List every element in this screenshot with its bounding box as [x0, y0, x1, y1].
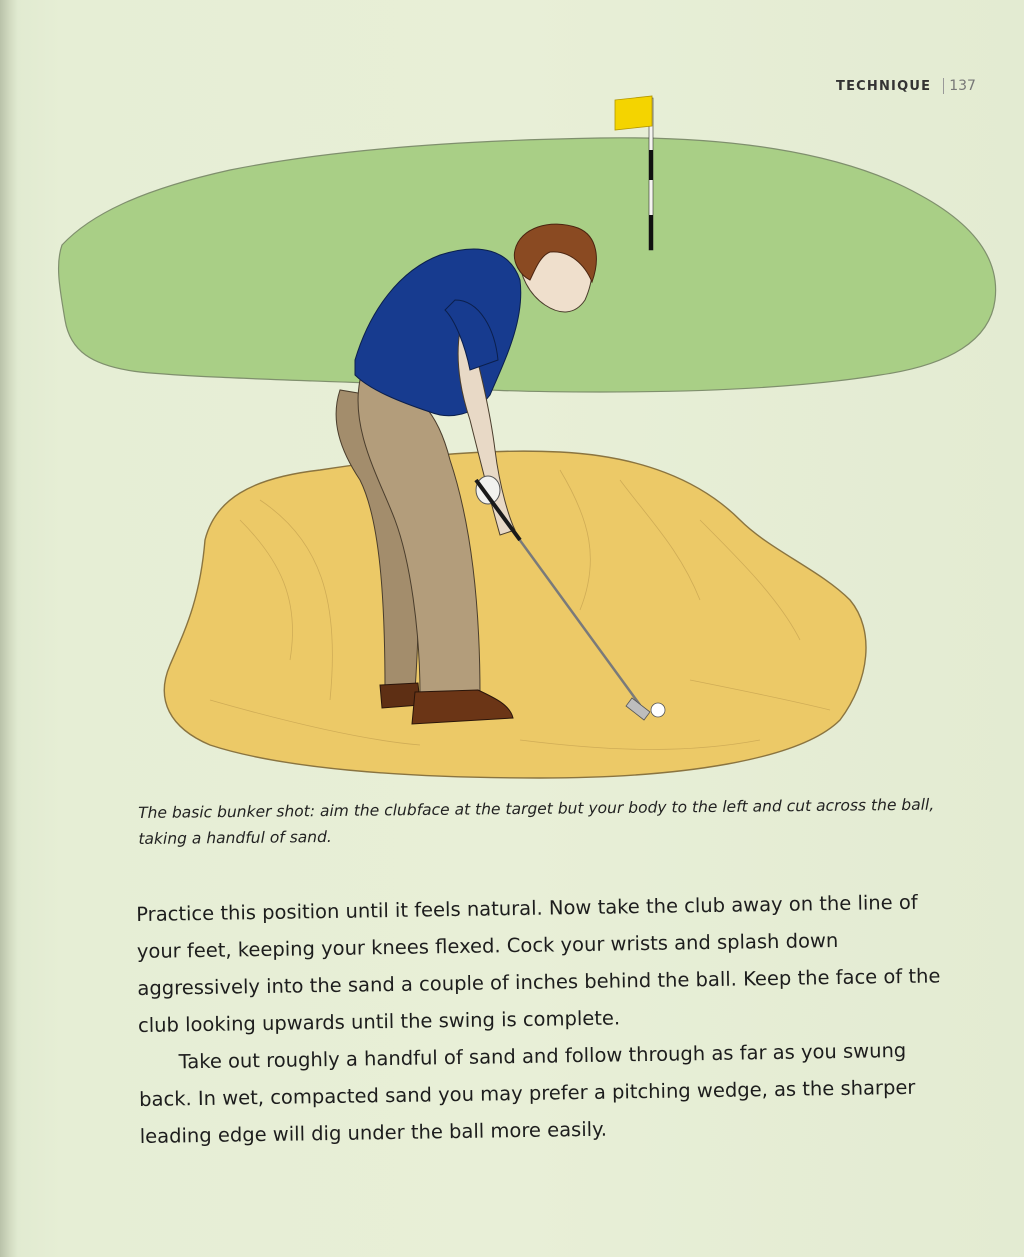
body-text [136, 883, 958, 1155]
section-title: TECHNIQUE [836, 79, 932, 94]
paragraph-2: Take out roughly a handful of sand and follow through as far as you swung back. In wet, compacted sand you may prefer a pitching wedge, as the sharper leading edge will dig under the ball more easily. [139, 1038, 916, 1148]
page-number: 137 [943, 78, 976, 94]
golf-ball [651, 703, 665, 717]
illustration-caption: The basic bunker shot: aim the clubface at the target but your body to the left and cut across the ball, taking a handful of sand. [138, 795, 935, 848]
sand-bunker [164, 451, 866, 778]
paragraph-1: Practice this position until it feels natural. Now take the club away on the line of your feet, keeping your knees flexed. Cock your wrists and splash down aggressively into the sand a couple of inches behind the ball. Keep the face of the club looking upwards until the swing is complete. [136, 890, 941, 1037]
